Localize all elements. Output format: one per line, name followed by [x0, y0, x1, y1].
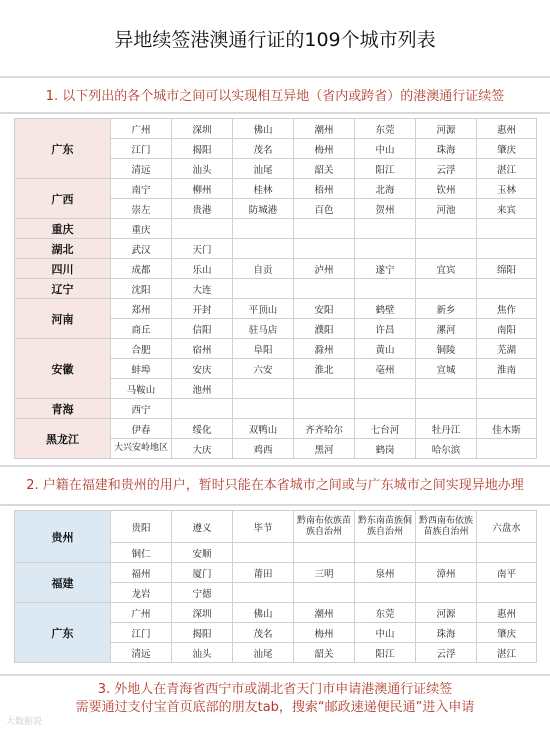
section3-note: 需要通过支付宝首页底部的朋友tab，搜索“邮政速递便民通”进入申请 — [75, 699, 475, 715]
province-label: 辽宁 — [15, 279, 111, 299]
section1-heading: 1. 以下列出的各个城市之间可以实现相互异地（省内或跨省）的港澳通行证续签 — [45, 88, 505, 104]
city-cell — [416, 379, 477, 399]
city-cell — [355, 583, 416, 603]
city-cell: 商丘 — [111, 319, 172, 339]
city-cell: 三明 — [294, 563, 355, 583]
city-cell: 北海 — [355, 179, 416, 199]
city-cell — [355, 543, 416, 563]
city-cell — [233, 239, 294, 259]
city-cell: 柳州 — [172, 179, 233, 199]
city-table-2 — [14, 510, 537, 663]
page-title: 异地续签港澳通行证的109个城市列表 — [0, 0, 550, 78]
city-cell: 河源 — [416, 603, 477, 623]
city-cell: 福州 — [111, 563, 172, 583]
city-cell — [355, 379, 416, 399]
city-cell: 防城港 — [233, 199, 294, 219]
city-cell: 哈尔滨 — [416, 439, 477, 459]
city-cell: 遵义 — [172, 511, 233, 543]
city-cell: 东莞 — [355, 119, 416, 139]
city-cell: 牡丹江 — [416, 419, 477, 439]
province-label: 黑龙江 — [15, 419, 111, 459]
city-cell: 黑河 — [294, 439, 355, 459]
city-cell: 茂名 — [233, 139, 294, 159]
city-cell: 安阳 — [294, 299, 355, 319]
city-cell: 马鞍山 — [111, 379, 172, 399]
city-cell: 珠海 — [416, 623, 477, 643]
city-cell: 安庆 — [172, 359, 233, 379]
table-row — [15, 399, 537, 419]
city-cell: 成都 — [111, 259, 172, 279]
city-cell: 双鸭山 — [233, 419, 294, 439]
city-cell: 佛山 — [233, 119, 294, 139]
city-cell: 天门 — [172, 239, 233, 259]
city-cell — [416, 543, 477, 563]
city-cell: 漯河 — [416, 319, 477, 339]
province-label: 广东 — [15, 603, 111, 663]
city-cell: 鹤壁 — [355, 299, 416, 319]
city-cell: 南宁 — [111, 179, 172, 199]
city-cell: 驻马店 — [233, 319, 294, 339]
city-cell: 绥化 — [172, 419, 233, 439]
city-cell: 黔南布依族苗族自治州 — [294, 511, 355, 543]
city-cell: 齐齐哈尔 — [294, 419, 355, 439]
city-cell — [172, 219, 233, 239]
city-cell: 铜陵 — [416, 339, 477, 359]
city-cell: 韶关 — [294, 159, 355, 179]
watermark: 大数据说 — [6, 717, 43, 727]
table-row — [15, 279, 537, 299]
table-row — [15, 419, 537, 439]
section3-heading: 3. 外地人在青海省西宁市或湖北省天门市申请港澳通行证续签 — [97, 681, 453, 697]
city-cell: 贺州 — [355, 199, 416, 219]
city-cell: 汕尾 — [233, 159, 294, 179]
city-cell: 广州 — [111, 603, 172, 623]
table-row — [15, 259, 537, 279]
city-cell: 黔东南苗族侗族自治州 — [355, 511, 416, 543]
table-row — [15, 119, 537, 139]
city-cell: 郑州 — [111, 299, 172, 319]
city-cell: 中山 — [355, 139, 416, 159]
city-cell — [233, 219, 294, 239]
city-cell: 揭阳 — [172, 139, 233, 159]
city-cell: 来宾 — [477, 199, 537, 219]
city-cell: 宜宾 — [416, 259, 477, 279]
city-cell: 梧州 — [294, 179, 355, 199]
table-row — [15, 219, 537, 239]
city-cell: 桂林 — [233, 179, 294, 199]
city-cell — [294, 239, 355, 259]
city-cell: 铜仁 — [111, 543, 172, 563]
city-cell: 安顺 — [172, 543, 233, 563]
city-cell — [294, 379, 355, 399]
city-cell: 泉州 — [355, 563, 416, 583]
province-label: 重庆 — [15, 219, 111, 239]
city-cell: 汕头 — [172, 643, 233, 663]
city-cell: 合肥 — [111, 339, 172, 359]
city-cell: 河源 — [416, 119, 477, 139]
city-cell: 深圳 — [172, 119, 233, 139]
city-cell: 毕节 — [233, 511, 294, 543]
city-cell — [294, 279, 355, 299]
city-cell — [294, 543, 355, 563]
province-label: 四川 — [15, 259, 111, 279]
city-cell: 深圳 — [172, 603, 233, 623]
city-cell — [233, 399, 294, 419]
city-cell: 南平 — [477, 563, 537, 583]
city-cell: 韶关 — [294, 643, 355, 663]
city-cell: 莆田 — [233, 563, 294, 583]
city-cell — [416, 239, 477, 259]
city-cell: 百色 — [294, 199, 355, 219]
city-cell: 大连 — [172, 279, 233, 299]
city-cell: 佳木斯 — [477, 419, 537, 439]
city-cell: 汕尾 — [233, 643, 294, 663]
city-cell: 大庆 — [172, 439, 233, 459]
city-cell — [477, 583, 537, 603]
city-cell: 肇庆 — [477, 139, 537, 159]
city-cell: 绵阳 — [477, 259, 537, 279]
province-label: 安徽 — [15, 339, 111, 399]
section2-heading: 2. 户籍在福建和贵州的用户，暂时只能在本省城市之间或与广东城市之间实现异地办理 — [26, 477, 524, 493]
city-cell — [172, 399, 233, 419]
city-cell: 崇左 — [111, 199, 172, 219]
table-row — [15, 239, 537, 259]
province-label: 河南 — [15, 299, 111, 339]
city-cell — [233, 583, 294, 603]
city-cell: 清远 — [111, 643, 172, 663]
city-cell: 厦门 — [172, 563, 233, 583]
table-row — [15, 511, 537, 543]
city-cell: 贵阳 — [111, 511, 172, 543]
city-cell — [355, 399, 416, 419]
table-row — [15, 563, 537, 583]
city-cell: 淮北 — [294, 359, 355, 379]
province-label: 广西 — [15, 179, 111, 219]
city-cell: 潮州 — [294, 603, 355, 623]
city-cell — [477, 399, 537, 419]
city-cell — [233, 279, 294, 299]
table-row — [15, 339, 537, 359]
city-cell: 滁州 — [294, 339, 355, 359]
city-cell: 蚌埠 — [111, 359, 172, 379]
city-cell: 漳州 — [416, 563, 477, 583]
city-cell: 七台河 — [355, 419, 416, 439]
city-cell: 钦州 — [416, 179, 477, 199]
city-cell — [416, 219, 477, 239]
city-cell: 焦作 — [477, 299, 537, 319]
city-cell: 乐山 — [172, 259, 233, 279]
province-label: 贵州 — [15, 511, 111, 563]
city-cell: 河池 — [416, 199, 477, 219]
city-cell — [355, 239, 416, 259]
city-cell: 遂宁 — [355, 259, 416, 279]
city-cell — [355, 279, 416, 299]
city-cell: 梅州 — [294, 623, 355, 643]
city-cell — [355, 219, 416, 239]
city-cell — [416, 399, 477, 419]
city-cell: 贵港 — [172, 199, 233, 219]
city-cell — [233, 379, 294, 399]
city-cell — [294, 399, 355, 419]
city-cell: 黄山 — [355, 339, 416, 359]
city-cell — [416, 279, 477, 299]
city-cell: 新乡 — [416, 299, 477, 319]
city-cell: 佛山 — [233, 603, 294, 623]
city-cell: 中山 — [355, 623, 416, 643]
city-cell: 开封 — [172, 299, 233, 319]
city-cell: 濮阳 — [294, 319, 355, 339]
city-cell: 惠州 — [477, 119, 537, 139]
city-cell — [477, 219, 537, 239]
city-cell — [477, 439, 537, 459]
city-cell: 阳江 — [355, 159, 416, 179]
city-cell: 鸡西 — [233, 439, 294, 459]
city-cell: 伊春 — [111, 419, 172, 439]
city-cell: 龙岩 — [111, 583, 172, 603]
city-cell: 惠州 — [477, 603, 537, 623]
city-cell: 揭阳 — [172, 623, 233, 643]
city-cell: 东莞 — [355, 603, 416, 623]
city-cell: 黔西南布依族苗族自治州 — [416, 511, 477, 543]
city-cell: 潮州 — [294, 119, 355, 139]
city-cell: 六盘水 — [477, 511, 537, 543]
city-cell — [294, 583, 355, 603]
city-cell — [477, 543, 537, 563]
city-cell: 湛江 — [477, 643, 537, 663]
city-cell — [477, 279, 537, 299]
table-row — [15, 299, 537, 319]
city-cell: 云浮 — [416, 159, 477, 179]
city-cell: 自贡 — [233, 259, 294, 279]
city-cell: 许昌 — [355, 319, 416, 339]
city-cell: 宣城 — [416, 359, 477, 379]
city-cell: 江门 — [111, 623, 172, 643]
city-cell: 南阳 — [477, 319, 537, 339]
city-cell: 梅州 — [294, 139, 355, 159]
city-cell: 淮南 — [477, 359, 537, 379]
city-cell — [233, 543, 294, 563]
city-cell: 西宁 — [111, 399, 172, 419]
city-cell: 重庆 — [111, 219, 172, 239]
city-cell: 六安 — [233, 359, 294, 379]
city-cell: 武汉 — [111, 239, 172, 259]
city-cell: 肇庆 — [477, 623, 537, 643]
city-cell: 玉林 — [477, 179, 537, 199]
city-cell: 茂名 — [233, 623, 294, 643]
city-cell: 平顶山 — [233, 299, 294, 319]
city-cell: 池州 — [172, 379, 233, 399]
city-cell: 宿州 — [172, 339, 233, 359]
city-cell: 广州 — [111, 119, 172, 139]
city-cell: 阜阳 — [233, 339, 294, 359]
city-cell: 信阳 — [172, 319, 233, 339]
city-cell: 鹤岗 — [355, 439, 416, 459]
city-cell — [477, 379, 537, 399]
city-cell: 大兴安岭地区 — [111, 439, 172, 459]
city-cell — [477, 239, 537, 259]
city-cell — [294, 219, 355, 239]
city-table-1 — [14, 118, 537, 459]
city-cell: 阳江 — [355, 643, 416, 663]
province-label: 福建 — [15, 563, 111, 603]
city-cell: 泸州 — [294, 259, 355, 279]
city-cell: 珠海 — [416, 139, 477, 159]
city-cell: 江门 — [111, 139, 172, 159]
province-label: 湖北 — [15, 239, 111, 259]
city-cell: 沈阳 — [111, 279, 172, 299]
city-cell: 湛江 — [477, 159, 537, 179]
city-cell: 亳州 — [355, 359, 416, 379]
city-cell: 芜湖 — [477, 339, 537, 359]
city-cell — [416, 583, 477, 603]
province-label: 青海 — [15, 399, 111, 419]
city-cell: 汕头 — [172, 159, 233, 179]
province-label: 广东 — [15, 119, 111, 179]
city-cell: 清远 — [111, 159, 172, 179]
city-cell: 宁德 — [172, 583, 233, 603]
table-row — [15, 603, 537, 623]
city-cell: 云浮 — [416, 643, 477, 663]
table-row — [15, 179, 537, 199]
